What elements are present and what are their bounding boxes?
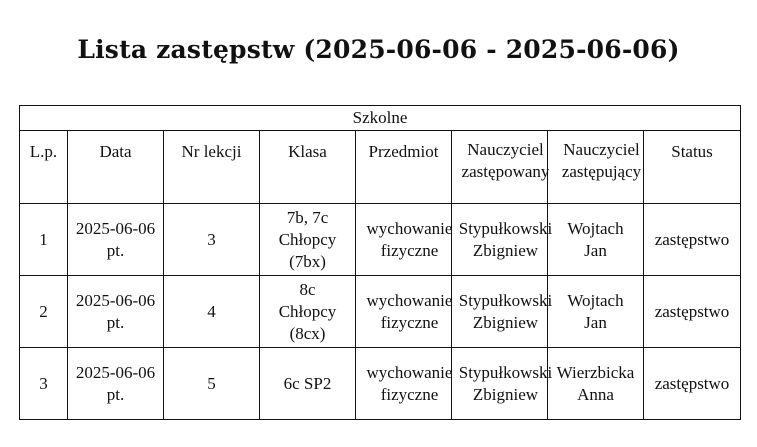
cell-date-line: 2025-06-06 bbox=[75, 218, 156, 238]
table-row bbox=[20, 204, 741, 276]
column-header-lesson bbox=[164, 131, 260, 204]
cell-subject-line: wychowanie bbox=[366, 290, 453, 310]
cell-lesson-line: 4 bbox=[207, 301, 216, 321]
cell-date bbox=[68, 204, 164, 276]
column-header-label: Status bbox=[671, 142, 713, 161]
cell-substitute-teacher bbox=[548, 276, 644, 348]
cell-lp-line: 3 bbox=[39, 373, 48, 393]
cell-substitute-teacher-line: Wojtach bbox=[567, 218, 624, 238]
cell-lesson-line: 5 bbox=[207, 373, 216, 393]
cell-absent-teacher-line: Stypułkowski bbox=[458, 362, 553, 382]
cell-class bbox=[260, 348, 356, 420]
cell-date bbox=[68, 276, 164, 348]
cell-substitute-teacher-line: Wierzbicka bbox=[556, 362, 635, 382]
cell-lesson bbox=[164, 204, 260, 276]
cell-lp bbox=[20, 348, 68, 420]
cell-class-line: 7b, 7c bbox=[286, 207, 329, 227]
cell-substitute-teacher-line: Anna bbox=[577, 384, 614, 404]
cell-substitute-teacher-line: Wojtach bbox=[567, 290, 624, 310]
cell-status bbox=[644, 276, 741, 348]
cell-absent-teacher-line: Zbigniew bbox=[472, 240, 539, 260]
cell-class bbox=[260, 204, 356, 276]
cell-class-line: 6c SP2 bbox=[283, 373, 332, 393]
cell-substitute-teacher bbox=[548, 348, 644, 420]
cell-absent-teacher-line: Zbigniew bbox=[472, 312, 539, 332]
column-header-date bbox=[68, 131, 164, 204]
group-header-row bbox=[20, 106, 741, 131]
cell-date-line: 2025-06-06 bbox=[75, 290, 156, 310]
cell-lp bbox=[20, 276, 68, 348]
column-header-row bbox=[20, 131, 741, 204]
group-header: Szkolne bbox=[20, 106, 741, 131]
cell-lp-line: 1 bbox=[39, 229, 48, 249]
cell-subject bbox=[356, 204, 452, 276]
column-header-label: Nr lekcji bbox=[181, 142, 242, 161]
cell-subject bbox=[356, 348, 452, 420]
cell-status bbox=[644, 348, 741, 420]
cell-lesson-line: 3 bbox=[207, 229, 216, 249]
cell-date-line: pt. bbox=[106, 312, 125, 332]
cell-absent-teacher-line: Zbigniew bbox=[472, 384, 539, 404]
column-header-absent-teacher bbox=[452, 131, 548, 204]
cell-class-line: Chłopcy bbox=[278, 301, 337, 321]
cell-class bbox=[260, 276, 356, 348]
column-header-label: Data bbox=[99, 142, 132, 161]
table-row bbox=[20, 348, 741, 420]
cell-subject-line: wychowanie bbox=[366, 218, 453, 238]
cell-absent-teacher bbox=[452, 276, 553, 348]
cell-absent-teacher bbox=[452, 348, 553, 420]
cell-lp bbox=[20, 204, 68, 276]
cell-substitute-teacher bbox=[548, 204, 644, 276]
cell-class-line: Chłopcy bbox=[278, 229, 337, 249]
cell-date bbox=[68, 348, 164, 420]
cell-absent-teacher-line: Stypułkowski bbox=[458, 218, 553, 238]
column-header-label: Nauczyciel bbox=[467, 140, 544, 159]
cell-subject bbox=[356, 276, 452, 348]
cell-status-line: zastępstwo bbox=[654, 301, 730, 321]
column-header-subject bbox=[356, 131, 452, 204]
cell-lesson bbox=[164, 348, 260, 420]
cell-status-line: zastępstwo bbox=[654, 373, 730, 393]
column-header-substitute-teacher bbox=[548, 131, 644, 204]
cell-substitute-teacher-line: Jan bbox=[584, 240, 607, 260]
cell-subject-line: wychowanie bbox=[366, 362, 453, 382]
cell-date-line: pt. bbox=[106, 240, 125, 260]
cell-lp-line: 2 bbox=[39, 301, 48, 321]
cell-substitute-teacher-line: Jan bbox=[584, 312, 607, 332]
column-header-label-line2: zastępowany bbox=[461, 162, 550, 181]
column-header-label: Przedmiot bbox=[368, 142, 439, 161]
cell-date-line: pt. bbox=[106, 384, 125, 404]
cell-subject-line: fizyczne bbox=[380, 240, 439, 260]
cell-lesson bbox=[164, 276, 260, 348]
cell-status bbox=[644, 204, 741, 276]
cell-date-line: 2025-06-06 bbox=[75, 362, 156, 382]
column-header-label-line2: zastępujący bbox=[561, 162, 642, 181]
cell-class-line: (7bx) bbox=[289, 251, 326, 271]
column-header-label: Nauczyciel bbox=[563, 140, 640, 159]
cell-class-line: (8cx) bbox=[289, 323, 326, 343]
cell-class-line: 8c bbox=[299, 279, 316, 299]
cell-subject-line: fizyczne bbox=[380, 312, 439, 332]
cell-subject-line: fizyczne bbox=[380, 384, 439, 404]
cell-absent-teacher bbox=[452, 204, 553, 276]
column-header-class bbox=[260, 131, 356, 204]
table-row bbox=[20, 276, 741, 348]
substitutions-table bbox=[19, 105, 741, 420]
column-header-lp bbox=[20, 131, 68, 204]
column-header-label: L.p. bbox=[29, 142, 58, 161]
column-header-label: Klasa bbox=[288, 142, 327, 161]
page-title: Lista zastępstw (2025-06-06 - 2025-06-06) bbox=[77, 35, 680, 64]
cell-absent-teacher-line: Stypułkowski bbox=[458, 290, 553, 310]
cell-status-line: zastępstwo bbox=[654, 229, 730, 249]
column-header-status bbox=[644, 131, 741, 204]
